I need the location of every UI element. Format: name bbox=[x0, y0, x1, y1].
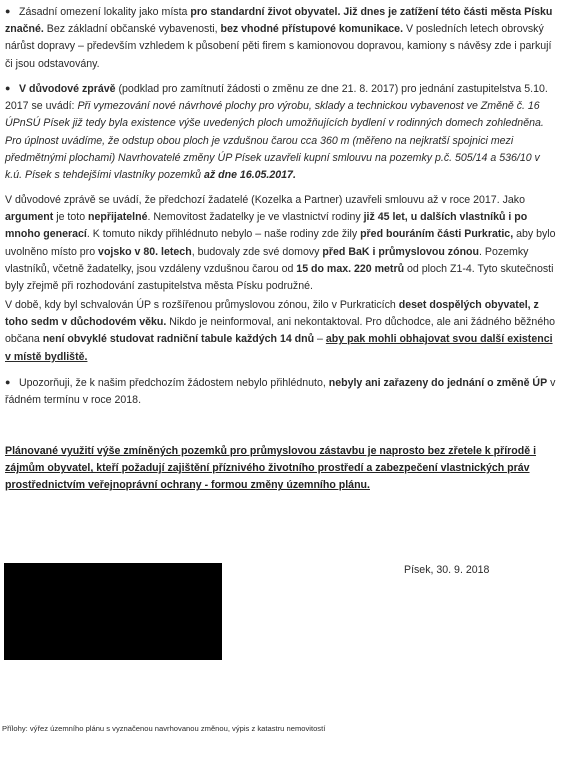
paragraph-location-limits: ● Zásadní omezení lokality jako místa pro standardní život obyvatel. Již dnes je zatížení této části města Písku značné. Bez základní občanské vybavenosti, bez vhodné přístupové komunikace. V posledních letech obrovský nárůst dopravy – především vzhledem k působení pěti firem s kamionovou dopravou, kamiony s návěsy zde i parkují či jsou odstavovány. bbox=[5, 3, 556, 73]
bullet-icon: ● bbox=[5, 83, 11, 93]
bullet-icon: ● bbox=[5, 6, 11, 16]
date-place: Písek, 30. 9. 2018 bbox=[404, 564, 490, 576]
redacted-signature-block bbox=[4, 563, 222, 660]
paragraph-justification-report: ● V důvodové zprávě (podklad pro zamítnutí žádosti o změnu ze dne 21. 8. 2017) pro jednání zastupitelstva 5.10. 2017 se uvádí: Při vymezování nové návrhové plochy pro výrobu, sklady a technickou vybavenost ve Změně č. 16 ÚPnSÚ Písek již tedy byla existence výše uvedených ploch umožňujících bydlení v rodinných domech zohledněna. Pro úplnost uvádíme, že odstup obou ploch je vzdušnou čarou cca 360 m (měřeno na nejkratší spojnici mezi předmětnými plochami) Navrhovatelé změny ÚP Písek uzavřeli kupní smlouvu na pozemky p.č. 505/14 a 536/10 v k.ú. Písek s tehdejšími vlastníky pozemků až dne 16.05.2017. bbox=[5, 80, 556, 184]
paragraph-conclusion: Plánované využití výše zmíněných pozemků pro průmyslovou zástavbu je naprosto bez zřetele k přírodě i zájmům obyvatel, kteří požadují zajištění příznivého životního prostředí a zabezpečení vlastnických práv prostřednictvím veřejnoprávní ochrany - formou změny územního plánu. bbox=[5, 445, 537, 492]
bullet-icon: ● bbox=[5, 377, 11, 387]
paragraph-residents-uninformed: V době, kdy byl schvalován ÚP s rozšířenou průmyslovou zónou, žilo v Purkraticích deset dospělých obyvatel, z toho sedm v důchodovém věku. Nikdo je neinformoval, ani nekontaktoval. Pro důchodce, ale ani žádného běžného občana není obvyklé studovat radniční tabule každých 14 dnů – aby pak mohli obhajovat svou další existenci v místě bydliště. bbox=[5, 299, 555, 363]
attachments-note: Přílohy: výřez územního plánu s vyznačenou navrhovanou změnou, výpis z katastru nemovitostí bbox=[2, 724, 326, 733]
paragraph-previous-requests: ● Upozorňuji, že k našim předchozím žádostem nebylo přihlédnuto, nebyly ani zařazeny do jednání o změně ÚP v řádném termínu v roce 2018. bbox=[5, 374, 556, 409]
paragraph-previous-applicants: V důvodové zprávě se uvádí, že předchozí žadatelé (Kozelka a Partner) uzavřeli smlouvu až v roce 2017. Jako argument je toto nepřijatelné. Nemovitost žadatelky je ve vlastnictví rodiny již 45 let, u dalších vlastníků i po mnoho generací. K tomuto nikdy přihlédnuto nebylo – naše rodiny zde žily před bouráním části Purkratic, aby bylo uvolněno místo pro vojsko v 80. letech, budovaly zde své domovy před BaK i průmyslovou zónou. Pozemky vlastníků, včetně žadatelky, jsou vzdáleny vzdušnou čarou od 15 do max. 220 metrů od ploch Z1-4. Tyto skutečnosti byly zřejmě při rozhodování zastupitelstva města Písku podružné. bbox=[5, 194, 556, 293]
